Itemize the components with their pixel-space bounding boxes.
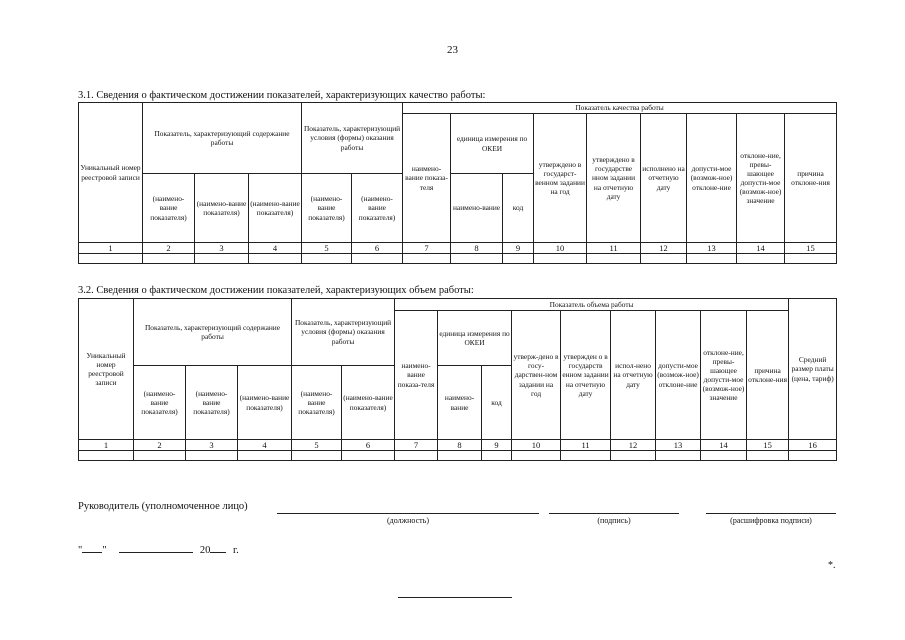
header-unit-okei: единица измерения по ОКЕИ [451, 114, 534, 174]
day-blank[interactable] [82, 542, 102, 553]
header-unique-number: Уникальный номер реестровой записи [79, 299, 134, 440]
header-conditions-indicator: Показатель, характеризующий условия (формы) оказания работы [292, 299, 395, 366]
column-number: 15 [747, 440, 789, 451]
table-cell[interactable] [249, 254, 302, 264]
table-cell[interactable] [687, 254, 737, 264]
footnote-separator [398, 597, 512, 598]
header-exceeding-deviation: отклоне-ние, превы-шающее допусти-мое (возмож-ное) значение [737, 114, 785, 243]
column-number: 10 [534, 243, 587, 254]
column-number: 15 [785, 243, 837, 254]
volume-table [78, 298, 837, 461]
header-unit-name: наимено-вание [451, 174, 503, 243]
header-volume-indicator: Показатель объема работы [395, 299, 789, 311]
column-number: 11 [561, 440, 611, 451]
year-blank[interactable] [210, 542, 226, 553]
header-sub-indicator: (наимено-вание показателя) [134, 366, 186, 440]
section-1-title: 3.1. Сведения о фактическом достижении показателей, характеризующих качество работы: [78, 90, 486, 101]
table-cell[interactable] [561, 451, 611, 461]
position-line[interactable] [277, 513, 539, 514]
table-cell[interactable] [785, 254, 837, 264]
column-number: 14 [737, 243, 785, 254]
table-row [79, 254, 837, 264]
table-cell[interactable] [292, 451, 342, 461]
table-cell[interactable] [611, 451, 656, 461]
header-unit-name: наимено-вание [438, 366, 482, 440]
section-2-title: 3.2. Сведения о фактическом достижении показателей, характеризующих объем работы: [78, 285, 474, 296]
table-cell[interactable] [395, 451, 438, 461]
table-cell[interactable] [503, 254, 534, 264]
column-number: 6 [352, 243, 403, 254]
column-number: 5 [292, 440, 342, 451]
header-approved-date: утвержден о в государств енном задании на отчетную дату [561, 311, 611, 440]
table-cell[interactable] [789, 451, 837, 461]
table-cell[interactable] [701, 451, 747, 461]
signature-caption: (подпись) [597, 516, 631, 525]
header-sub-indicator: (наимено-вание показателя) [292, 366, 342, 440]
table-cell[interactable] [512, 451, 561, 461]
header-sub-indicator: (наимено-вание показателя) [302, 174, 352, 243]
header-deviation-reason: причина отклоне-ния [747, 311, 789, 440]
column-number: 5 [302, 243, 352, 254]
header-allowed-deviation: допусти-мое (возмож-ное) отклоне-ние [687, 114, 737, 243]
header-exceeding-deviation: отклоне-ние, превы-шающее допусти-мое (возмож-ное) значение [701, 311, 747, 440]
column-number: 8 [451, 243, 503, 254]
column-number: 1 [79, 440, 134, 451]
header-content-indicator: Показатель, характеризующий содержание работы [134, 299, 292, 366]
table-cell[interactable] [482, 451, 512, 461]
column-number: 14 [701, 440, 747, 451]
table-cell[interactable] [438, 451, 482, 461]
header-unit-code: код [482, 366, 512, 440]
column-number: 9 [503, 243, 534, 254]
column-number: 11 [587, 243, 641, 254]
column-number: 3 [195, 243, 249, 254]
header-executed: исполнено на отчетную дату [641, 114, 687, 243]
table-cell[interactable] [143, 254, 195, 264]
date-quote-open: " [78, 545, 83, 556]
page-number: 23 [447, 44, 458, 56]
header-conditions-indicator: Показатель, характеризующий условия (формы) оказания работы [302, 103, 403, 174]
signature-label: Руководитель (уполномоченное лицо) [78, 501, 248, 512]
column-number: 2 [134, 440, 186, 451]
signature-line[interactable] [549, 513, 679, 514]
table-row [79, 451, 837, 461]
header-sub-indicator: (наимено-вание показателя) [249, 174, 302, 243]
column-number: 2 [143, 243, 195, 254]
header-indicator-name: наимено-вание показа-теля [395, 311, 438, 440]
table-cell[interactable] [587, 254, 641, 264]
header-content-indicator: Показатель, характеризующий содержание работы [143, 103, 302, 174]
column-number: 4 [238, 440, 292, 451]
column-number: 16 [789, 440, 837, 451]
column-number: 12 [611, 440, 656, 451]
header-executed: испол-нено на отчетную дату [611, 311, 656, 440]
header-unit-code: код [503, 174, 534, 243]
column-number: 7 [403, 243, 451, 254]
header-sub-indicator: (наимено-вание показателя) [143, 174, 195, 243]
column-number: 12 [641, 243, 687, 254]
header-sub-indicator: (наимено-вание показателя) [186, 366, 238, 440]
footnote-mark: *. [828, 560, 836, 571]
header-sub-indicator: (наимено-вание показателя) [238, 366, 292, 440]
header-unique-number: Уникальный номер реестровой записи [79, 103, 143, 243]
table-cell[interactable] [134, 451, 186, 461]
header-unit-okei: единица измерения по ОКЕИ [438, 311, 512, 366]
table-cell[interactable] [737, 254, 785, 264]
column-number: 3 [186, 440, 238, 451]
table-cell[interactable] [79, 451, 134, 461]
column-number: 6 [342, 440, 395, 451]
year-suffix: г. [232, 545, 239, 556]
table-cell[interactable] [403, 254, 451, 264]
table-cell[interactable] [656, 451, 701, 461]
header-approved-date: утверждено в государстве нном задании на отчетную дату [587, 114, 641, 243]
decoding-line[interactable] [706, 513, 836, 514]
table-cell[interactable] [342, 451, 395, 461]
date-row [78, 542, 239, 556]
quality-table [78, 102, 837, 264]
table-cell[interactable] [238, 451, 292, 461]
decoding-caption: (расшифровка подписи) [730, 516, 812, 525]
header-quality-indicator: Показатель качества работы [403, 103, 837, 114]
position-caption: (должность) [387, 516, 429, 525]
column-number: 1 [79, 243, 143, 254]
column-number: 10 [512, 440, 561, 451]
table-cell[interactable] [451, 254, 503, 264]
month-blank[interactable] [119, 542, 193, 553]
table-cell[interactable] [186, 451, 238, 461]
table-cell[interactable] [79, 254, 143, 264]
table-cell[interactable] [747, 451, 789, 461]
table-cell[interactable] [352, 254, 403, 264]
header-sub-indicator: (наимено-вание показателя) [342, 366, 395, 440]
year-prefix: 20 [199, 545, 211, 556]
column-number: 9 [482, 440, 512, 451]
date-quote-close: " [102, 545, 107, 556]
column-number: 13 [656, 440, 701, 451]
column-number: 8 [438, 440, 482, 451]
header-approved-year: утверждено в государст-венном задании на год [534, 114, 587, 243]
header-average-fee: Средний размер платы (цена, тариф) [789, 299, 837, 440]
table-cell[interactable] [534, 254, 587, 264]
header-indicator-name: наимено-вание показа-теля [403, 114, 451, 243]
column-number: 13 [687, 243, 737, 254]
table-cell[interactable] [641, 254, 687, 264]
header-allowed-deviation: допусти-мое (возмож-ное) отклоне-ние [656, 311, 701, 440]
header-sub-indicator: (наимено-вание показателя) [352, 174, 403, 243]
header-approved-year: утверж-дено в госу-дарствен-ном задании на год [512, 311, 561, 440]
column-number: 4 [249, 243, 302, 254]
header-deviation-reason: причина отклоне-ния [785, 114, 837, 243]
column-number: 7 [395, 440, 438, 451]
table-cell[interactable] [302, 254, 352, 264]
table-cell[interactable] [195, 254, 249, 264]
header-sub-indicator: (наимено-вание показателя) [195, 174, 249, 243]
